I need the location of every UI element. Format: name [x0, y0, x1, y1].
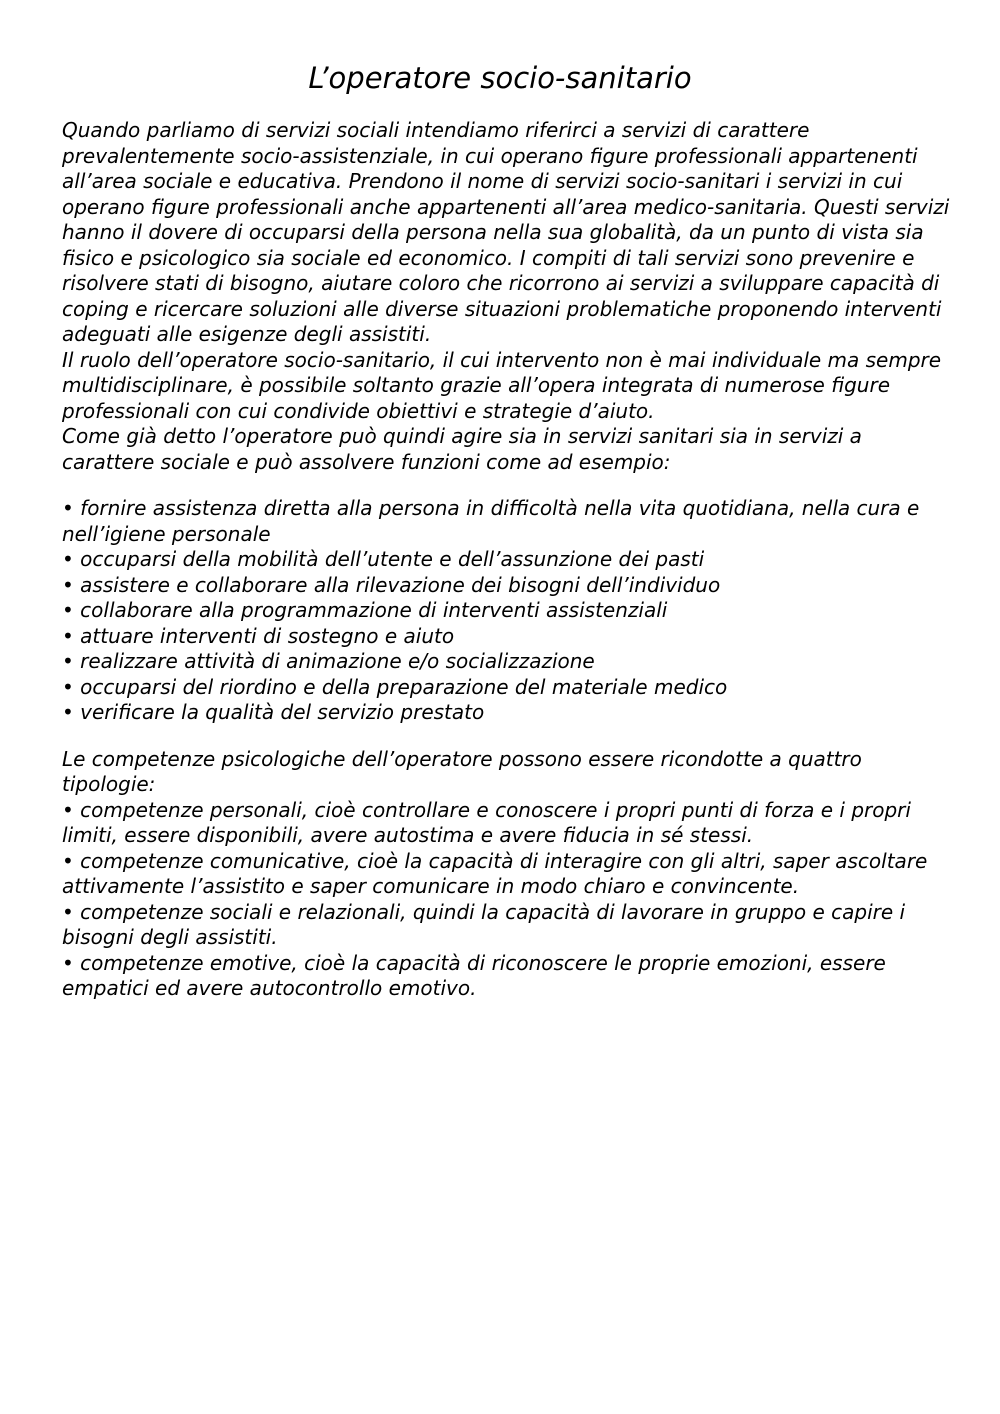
- list-item: • competenze personali, cioè controllare e conoscere i propri punti di forza e i propri limiti, essere disponibili, avere autostima e avere fiducia in sé stessi.: [62, 797, 911, 847]
- list-item: • collaborare alla programmazione di interventi assistenziali: [62, 598, 668, 622]
- functions-list: [62, 496, 952, 726]
- list-item: • fornire assistenza diretta alla persona in difficoltà nella vita quotidiana, nella cura e nell’igiene personale: [62, 496, 920, 546]
- list-item: • competenze emotive, cioè la capacità di riconoscere le proprie emozioni, essere empatici ed avere autocontrollo emotivo.: [62, 950, 886, 1000]
- list-item: • assistere e collaborare alla rilevazione dei bisogni dell’individuo: [62, 572, 721, 597]
- list-item: • competenze sociali e relazionali, quindi la capacità di lavorare in gruppo e capire i bisogni degli assistiti.: [62, 899, 906, 949]
- page-title: L’operatore socio-sanitario: [308, 61, 692, 95]
- competences-list: [62, 798, 952, 1002]
- list-item: • occuparsi della mobilità dell’utente e dell’assunzione dei pasti: [62, 547, 705, 571]
- functions-intro-paragraph: Come già detto l’operatore può quindi agire sia in servizi sanitari sia in servizi a carattere sociale e può assolvere funzioni come ad esempio:: [62, 424, 862, 474]
- list-item: • realizzare attività di animazione e/o socializzazione: [62, 649, 595, 673]
- spacer: [62, 726, 952, 747]
- document-body: [62, 118, 952, 1002]
- list-item: • occuparsi del riordino e della preparazione del materiale medico: [62, 674, 728, 699]
- competences-intro-paragraph: Le competenze psicologiche dell’operatore possono essere ricondotte a quattro tipologie:: [62, 746, 862, 796]
- role-paragraph: Il ruolo dell’operatore socio-sanitario, il cui intervento non è mai individuale ma sempre multidisciplinare, è possibile soltanto grazie all’opera integrata di numerose figure professionali con cui condivide obiettivi e strategie d’aiuto.: [62, 347, 942, 423]
- spacer: [62, 475, 952, 496]
- list-item: • competenze comunicative, cioè la capacità di interagire con gli altri, saper ascoltare attivamente l’assistito e saper comunicare in modo chiaro e convincente.: [62, 848, 928, 898]
- intro-paragraph: Quando parliamo di servizi sociali intendiamo riferirci a servizi di carattere prevalentemente socio-assistenziale, in cui operano figure professionali appartenenti all’area sociale e educativa. Prendono il nome di servizi socio-sanitari i servizi in cui operano figure professionali anche appartenenti all’area medico-sanitaria. Questi servizi hanno il dovere di occuparsi della persona nella sua globalità, da un punto di vista sia fisico e psicologico sia sociale ed economico. I compiti di tali servizi sono prevenire e risolvere stati di bisogno, aiutare coloro che ricorrono ai servizi a sviluppare capacità di coping e ricercare soluzioni alle diverse situazioni problematiche proponendo interventi adeguati alle esigenze degli assistiti.: [62, 118, 950, 346]
- list-item: • verificare la qualità del servizio prestato: [62, 700, 485, 724]
- list-item: • attuare interventi di sostegno e aiuto: [62, 623, 455, 648]
